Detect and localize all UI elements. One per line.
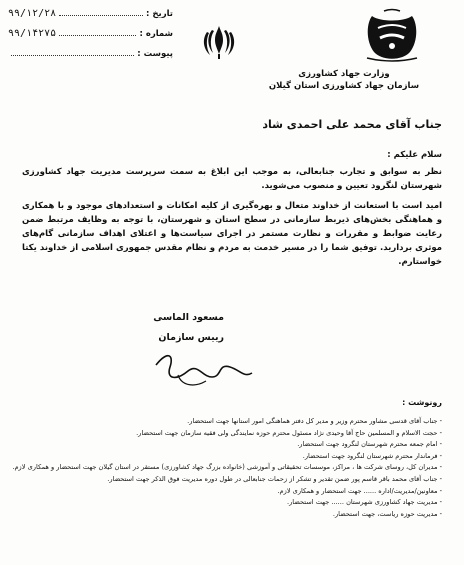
number-dotted-line (59, 28, 136, 36)
copy-recipient: - مدیریت جهاد کشاورزی شهرستان ...... جهت استحضار. (60, 497, 442, 509)
jihad-agriculture-logo (362, 8, 422, 63)
ministry-name: وزارت جهاد کشاورزی (298, 69, 390, 79)
attachment-row (8, 48, 173, 59)
copies-heading: رونوشت : (402, 398, 442, 407)
attachment-label: پیوست : (137, 49, 173, 59)
copy-recipient: - امام جمعه محترم شهرستان لنگرود جهت استحضار. (60, 439, 442, 451)
letter-metadata (8, 8, 173, 68)
copy-recipient: - مدیران کل، روسای شرکت ها ، مراکز، موسسات تحقیقاتی و آموزشی (خانواده بزرگ جهاد کشاورزی) مستقر در استان گیلان جهت استحضار و همکاری لازم. (60, 462, 442, 474)
letter-paragraph-2: امید است با استعانت از خداوند متعال و بهره‌گیری از کلیه امکانات و استعدادهای موجود و با همکاری و هماهنگی بخش‌های ذیربط سازمانی در سطح استان و شهرستان، با توجه به وظایف مرتبط ضمن رعایت ضوابط و مقررات و نظارت مستمر در اجرای سیاست‌ها و اعتلای اهداف سازمانی گام‌های موثری بردارید. توفیق شما را در مسیر خدمت به مردم و نظام مقدس جمهوری اسلامی از خداوند یکتا خواستارم. (22, 201, 442, 267)
copy-recipient: - جناب آقای قدسی مشاور محترم وزیر و مدیر کل دفتر هماهنگی امور استانها جهت استحضار. (60, 416, 442, 428)
signatory-title: رییس سازمان (158, 332, 224, 343)
attachment-dotted-line (11, 48, 134, 56)
provincial-organization-name: سازمان جهاد کشاورزی استان گیلان (268, 81, 420, 91)
date-label: تاریخ : (146, 9, 173, 19)
recipient: جناب آقای محمد علی احمدی شاد (262, 118, 442, 131)
copy-recipient: - فرماندار محترم شهرستان لنگرود جهت استحضار. (60, 451, 442, 463)
copy-recipient: - معاونین/مدیریت/اداره ...... جهت استحضار و همکاری لازم. (60, 486, 442, 498)
number-row (8, 28, 173, 39)
iran-emblem-icon (203, 24, 235, 60)
copy-recipient: - مدیریت حوزه ریاست، جهت استحضار. (60, 509, 442, 521)
letter-paragraph-1: نظر به سوابق و تجارب جنابعالی، به موجب این ابلاغ به سمت سرپرست مدیریت جهاد کشاورزی شهرستان لنگرود تعیین و منصوب می‌شوید. (22, 167, 442, 191)
copy-recipient: - حجت الاسلام و المسلمین حاج آقا وحیدی نژاد مسئول محترم حوزه نمایندگی ولی فقیه سازمان جهت استحضار. (60, 428, 442, 440)
signatory-name: مسعود الماسی (153, 312, 224, 323)
date-row (8, 8, 173, 19)
copy-recipient: - جناب آقای محمد باقر قاسم پور ضمن تقدیر و تشکر از زحمات جنابعالی در طول دوره مدیریت فوق الذکر جهت استحضار. (60, 474, 442, 486)
number-value: ۹۹/۱۴۲۷۵ (8, 28, 57, 39)
date-dotted-line (59, 8, 143, 16)
handwritten-signature (148, 345, 258, 390)
organization-name (244, 68, 444, 92)
greeting: سلام علیکم : (387, 150, 442, 160)
number-label: شماره : (139, 29, 173, 39)
date-value: ۹۹/۱۲/۲۸ (8, 8, 57, 19)
copies-list (12, 416, 442, 520)
